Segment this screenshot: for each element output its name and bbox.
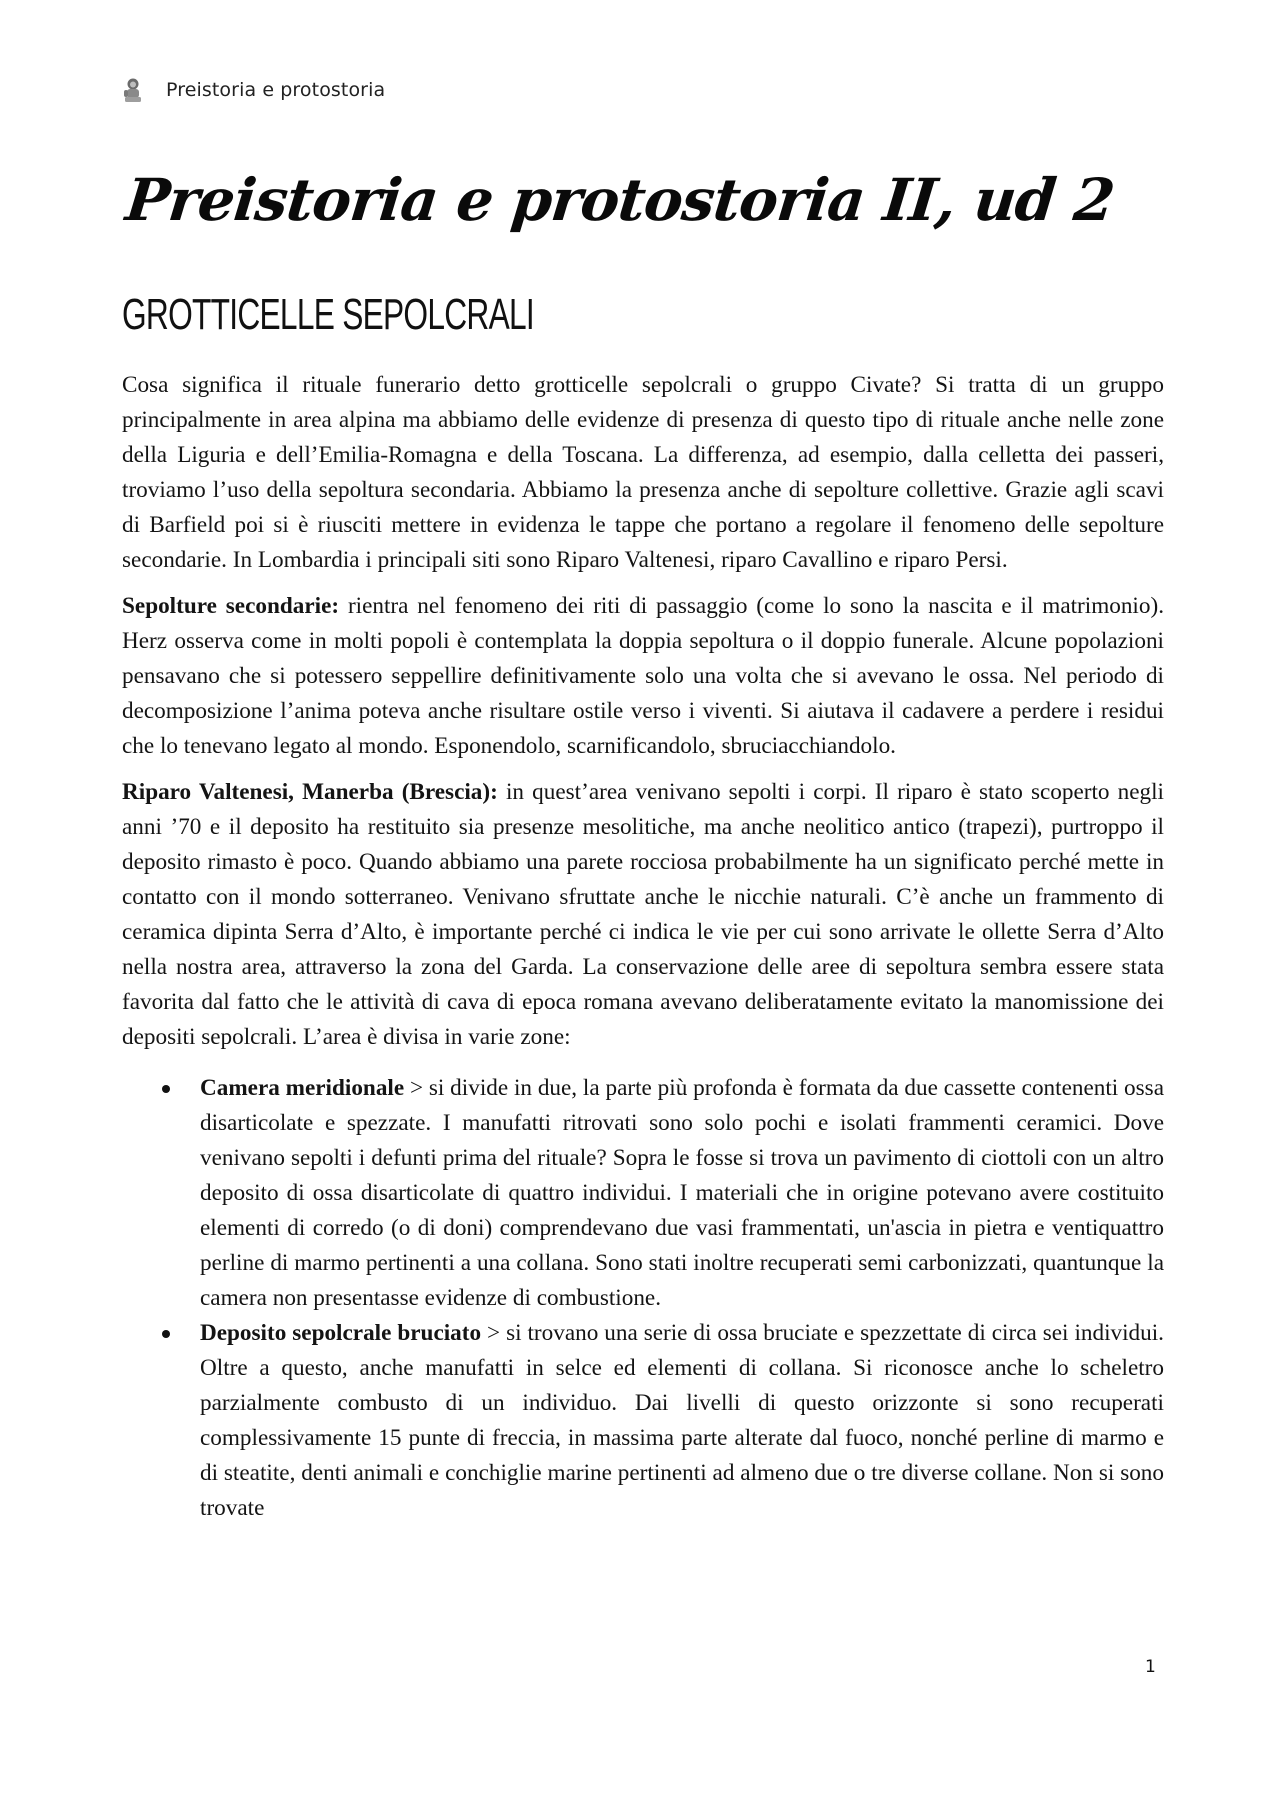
bullet-icon bbox=[162, 1330, 170, 1338]
paragraph-text: Cosa significa il rituale funerario detto grotticelle sepolcrali o gruppo Civate? Si tratta di un gruppo principalmente in area alpina ma abbiamo delle evidenze di presenza di questo tipo di rituale anche nelle zone della Liguria e dell’Emilia-Romagna e della Toscana. La differenza, ad esempio, dalla celletta dei passeri, troviamo l’uso della sepoltura secondaria. Abbiamo la presenza anche di sepolture collettive. Grazie agli scavi di Barfield poi si è riusciti mettere in evidenza le tappe che portano a regolare il fenomeno delle sepolture secondarie. In Lombardia i principali siti sono Riparo Valtenesi, riparo Cavallino e riparo Persi. bbox=[122, 372, 1164, 573]
list-item-bold-lead: Deposito sepolcrale bruciato bbox=[200, 1320, 482, 1346]
caveman-statue-icon bbox=[122, 77, 144, 103]
document-title: Preistoria e protostoria II, ud 2 bbox=[122, 166, 1118, 234]
zones-list bbox=[122, 1071, 1164, 1526]
paragraph-sepolture-secondarie bbox=[122, 589, 1164, 764]
paragraph-riparo-valtenesi bbox=[122, 775, 1164, 1055]
list-item-text: > si trovano una serie di ossa bruciate e spezzettate di circa sei individui. Oltre a questo, anche manufatti in selce ed elementi di collana. Si riconosce anche lo scheletro parzialmente combusto di un individuo. Dai livelli di questo orizzonte si sono recuperati complessivamente 15 punte di freccia, in massima parte alterate dal fuoco, nonché perline di marmo e di steatite, denti animali e conchiglie marine pertinenti ad almeno due o tre diverse collane. Non si sono trovate bbox=[200, 1320, 1164, 1521]
page-header bbox=[122, 75, 385, 105]
paragraph-text: in quest’area venivano sepolti i corpi. Il riparo è stato scoperto negli anni ’70 e il deposito ha restituito sia presenze mesolitiche, ma anche neolitico antico (trapezi), purtroppo il deposito rimasto è poco. Quando abbiamo una parete rocciosa probabilmente ha un significato perché mette in contatto con il mondo sotterraneo. Venivano sfruttate anche le nicchie naturali. C’è anche un frammento di ceramica dipinta Serra d’Alto, è importante perché ci indica le vie per cui sono arrivate le ollette Serra d’Alto nella nostra area, attraverso la zona del Garda. La conservazione delle aree di sepoltura sembra essere stata favorita dal fatto che le attività di cava di epoca romana avevano deliberatamente evitato la manomissione dei depositi sepolcrali. L’area è divisa in varie zone: bbox=[122, 779, 1164, 1050]
list-item-text: > si divide in due, la parte più profonda è formata da due cassette contenenti ossa disarticolate e spezzate. I manufatti ritrovati sono solo pochi e isolati frammenti ceramici. Dove venivano sepolti i defunti prima del rituale? Sopra le fosse si trova un pavimento di ciottoli con un altro deposito di ossa disarticolate di quattro individui. I materiali che in origine potevano avere costituito elementi di corredo (o di doni) comprendevano due vasi frammentati, un'ascia in pietra e ventiquattro perline di marmo pertinenti a una collana. Sono stati inoltre recuperati semi carbonizzati, quantunque la camera non presentasse evidenze di combustione. bbox=[200, 1075, 1164, 1311]
paragraph-bold-lead: Sepolture secondarie: bbox=[122, 593, 340, 619]
paragraph-intro bbox=[122, 368, 1164, 578]
list-item-bold-lead: Camera meridionale bbox=[200, 1075, 405, 1101]
bullet-icon bbox=[162, 1085, 170, 1093]
list-item bbox=[122, 1071, 1164, 1316]
list-item bbox=[122, 1316, 1164, 1526]
page-header-title: Preistoria e protostoria bbox=[166, 79, 386, 101]
section-heading: GROTTICELLE SEPOLCRALI bbox=[122, 290, 534, 339]
page-number: 1 bbox=[1145, 1657, 1156, 1677]
paragraph-bold-lead: Riparo Valtenesi, Manerba (Brescia): bbox=[122, 779, 498, 805]
paragraph-text: rientra nel fenomeno dei riti di passaggio (come lo sono la nascita e il matrimonio). Herz osserva come in molti popoli è contemplata la doppia sepoltura o il doppio funerale. Alcune popolazioni pensavano che si potessero seppellire definitivamente solo una volta che si avevano le ossa. Nel periodo di decomposizione l’anima poteva anche risultare ostile verso i viventi. Si aiutava il cadavere a perdere i residui che lo tenevano legato al mondo. Esponendolo, scarnificandolo, sbruciacchiandolo. bbox=[122, 593, 1164, 759]
document-body bbox=[122, 368, 1164, 1526]
